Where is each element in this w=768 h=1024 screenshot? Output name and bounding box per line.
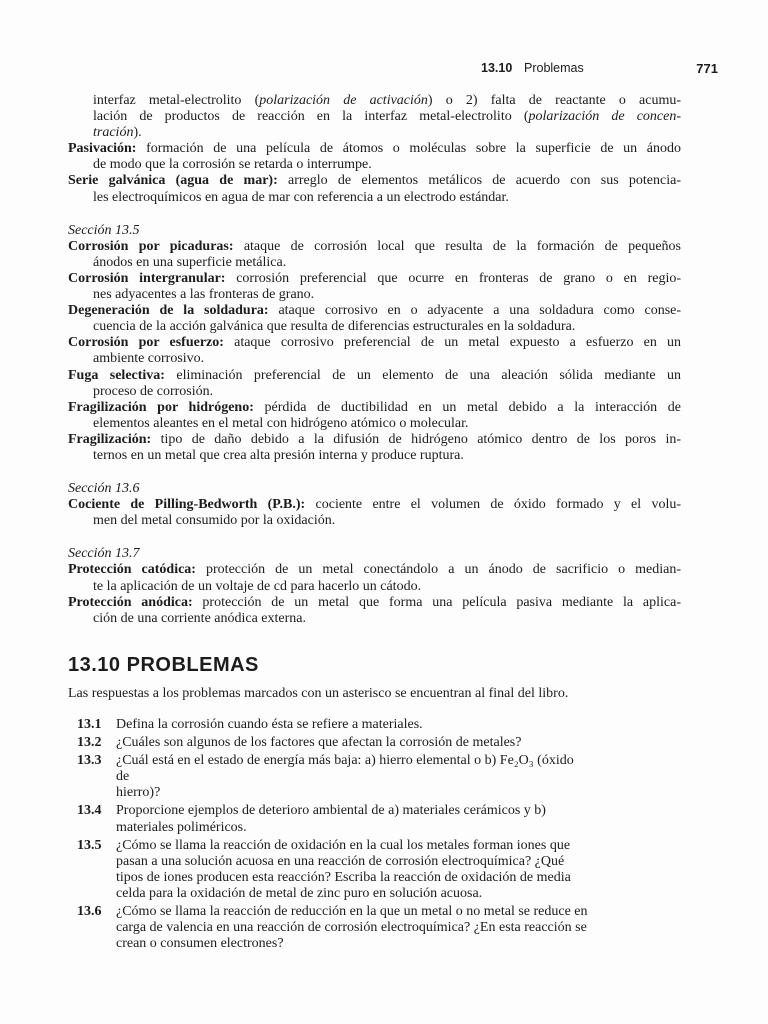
glossary-term: Pasivación: <box>68 141 137 157</box>
glossary-entry: Cociente de Pilling-Bedworth (P.B.): cociente entre el volumen de óxido formado y el volu- men del metal consumido por la oxidación. <box>68 497 681 529</box>
glossary-term: Fragilización por hidrógeno: <box>68 399 254 415</box>
glossary-entry: Fuga selectiva: eliminación preferencial de un elemento de una aleación sólida mediante un proceso de corrosión. <box>68 367 682 399</box>
problem-text: ¿Cómo se llama la reacción de reducción en la que un metal o no metal se reduce en <box>116 904 588 920</box>
glossary-line: lación de productos de reacción en la interfaz metal-electrolito (polarización de concen- <box>93 109 681 125</box>
problem-text: Defina la corrosión cuando ésta se refiere a materiales. <box>116 717 423 732</box>
glossary-term: Corrosión por picaduras: <box>68 238 234 254</box>
header-section-title: Problemas <box>524 61 584 75</box>
glossary-term: Protección catódica: <box>68 562 196 578</box>
running-header <box>0 61 768 79</box>
problem-number: 13.1 <box>77 717 102 732</box>
glossary-term: Corrosión por esfuerzo: <box>68 335 224 351</box>
problem-number: 13.3 <box>77 753 102 769</box>
section-label: Sección 13.7 <box>68 546 140 562</box>
problem-item <box>68 803 588 835</box>
problem-item <box>68 735 588 751</box>
glossary-term: Protección anódica: <box>68 594 193 610</box>
glossary-term: Cociente de Pilling-Bedworth (P.B.): <box>68 497 306 513</box>
glossary-entry: Corrosión intergranular: corrosión preferencial que ocurre en fronteras de grano o en regio- nes adyacentes a las fronteras de grano. <box>68 270 682 303</box>
problem-text: carga de valencia en una reacción de corrosión electroquímica? ¿En esta reacción se <box>116 920 587 936</box>
glossary-block <box>68 93 681 627</box>
problem-text: crean o consumen electrones? <box>116 936 284 952</box>
glossary-term: Serie galvánica (agua de mar): <box>68 173 278 189</box>
glossary-entry: Pasivación: formación de una película de átomos o moléculas sobre la superficie de un ánodo de modo que la corrosión se retarda o interrumpe. <box>68 141 682 173</box>
glossary-line: interfaz metal-electrolito (polarización de activación) o 2) falta de reactante o acumu- <box>93 93 682 108</box>
section-label: Sección 13.6 <box>68 481 140 497</box>
glossary-entry: Fragilización: tipo de daño debido a la difusión de hidrógeno atómico dentro de los poros in- ternos en un metal que crea alta presión interna y produce ruptura. <box>68 431 682 463</box>
continued-definition <box>68 93 681 141</box>
section-label: Sección 13.5 <box>68 222 140 238</box>
problem-number: 13.5 <box>77 837 102 853</box>
problem-text: Proporcione ejemplos de deterioro ambiental de a) materiales cerámicos y b) <box>116 803 546 819</box>
glossary-entry: Serie galvánica (agua de mar): arreglo de elementos metálicos de acuerdo con sus potencia- les electroquímicos en agua de mar con referencia a un electrodo estándar. <box>68 173 681 205</box>
glossary-entry: Protección anódica: protección de un metal que forma una película pasiva mediante la aplica- ción de una corriente anódica externa. <box>68 594 681 626</box>
problem-number: 13.4 <box>77 803 102 819</box>
glossary-term: Fragilización: <box>68 431 152 447</box>
glossary-term: Degeneración de la soldadura: <box>68 303 269 319</box>
problem-text: hierro)? <box>116 785 161 801</box>
glossary-entry: Degeneración de la soldadura: ataque corrosivo en o adyacente a una soldadura como conse- cuencia de la acción galvánica que resulta de diferencias estructurales en la soldadura. <box>68 303 682 335</box>
problems-heading: 13.10 PROBLEMAS <box>68 654 259 676</box>
page-number: 771 <box>696 61 718 76</box>
glossary-entry: Corrosión por picaduras: ataque de corrosión local que resulta de la formación de pequeños ánodos en una superficie metálica. <box>68 238 681 270</box>
problem-text: ¿Cuáles son algunos de los factores que afectan la corrosión de metales? <box>116 735 522 751</box>
problem-text: ¿Cómo se llama la reacción de oxidación en la cual los metales forman iones que <box>116 837 571 853</box>
glossary-entry: Corrosión por esfuerzo: ataque corrosivo preferencial de un metal expuesto a esfuerzo en un ambiente corrosivo. <box>68 335 682 367</box>
glossary-term: Fuga selectiva: <box>68 367 165 383</box>
glossary-term: Corrosión intergranular: <box>68 270 226 286</box>
problem-list <box>68 717 588 954</box>
problem-text: tipos de iones producen esta reacción? Escriba la reacción de oxidación de media <box>116 869 571 885</box>
problem-text: celda para la oxidación de metal de zinc puro en solución acuosa. <box>116 885 483 901</box>
problems-intro: Las respuestas a los problemas marcados con un asterisco se encuentran al final del libro. <box>68 686 569 701</box>
problem-number: 13.2 <box>77 735 102 751</box>
problem-item <box>68 753 588 801</box>
problem-text: pasan a una solución acuosa en una reacción de corrosión electroquímica? ¿Qué <box>116 853 565 869</box>
header-section-number: 13.10 <box>481 61 513 75</box>
problem-item <box>68 838 588 902</box>
glossary-line: tración). <box>93 125 142 141</box>
problem-item <box>68 904 588 952</box>
problem-item <box>68 717 588 733</box>
glossary-entry: Fragilización por hidrógeno: pérdida de ductibilidad en un metal debido a la interacción de elementos aleantes en el metal con hidrógeno atómico o molecular. <box>68 399 682 431</box>
problem-number: 13.6 <box>77 904 102 920</box>
glossary-entry: Protección catódica: protección de un metal conectándolo a un ánodo de sacrificio o median- te la aplicación de un voltaje de cd para hacerlo un cátodo. <box>68 562 682 594</box>
problem-text: materiales poliméricos. <box>116 819 247 835</box>
problem-text: ¿Cuál está en el estado de energía más baja: a) hierro elemental o b) Fe₂O₃ (óxido de <box>116 753 574 785</box>
